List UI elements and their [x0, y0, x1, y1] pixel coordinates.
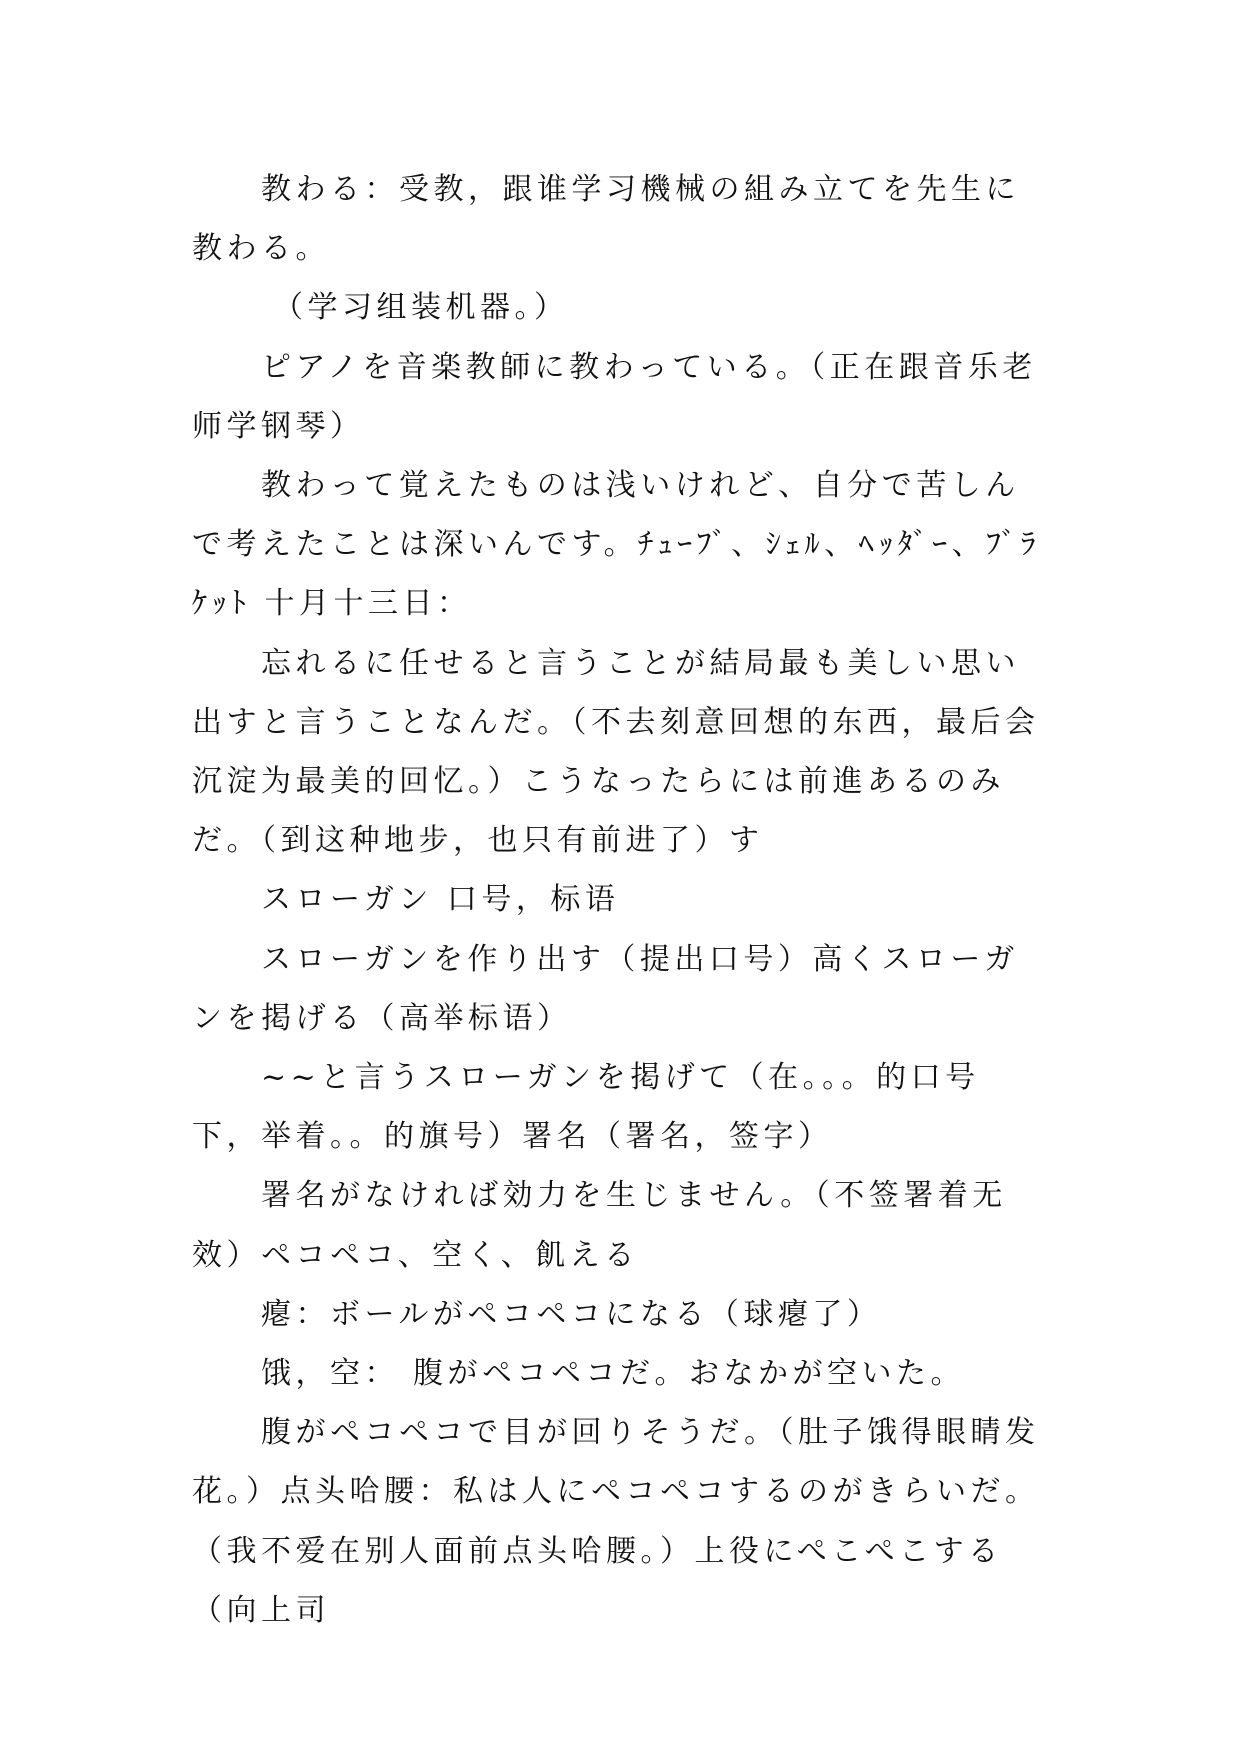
paragraph-2: （学习组装机器。） [273, 290, 569, 326]
paragraph-9: 署名がなければ効力を生じません。（不签署着无效）ペコペコ、空く、飢える [192, 1178, 1007, 1273]
paragraph-10: 瘪：ボールがペコペコになる（球瘪了） [261, 1296, 882, 1332]
paragraph-11: 饿，空： 腹がペコペコだ。おなかが空いた。 [261, 1356, 966, 1392]
paragraph-3: ピアノを音楽教師に教わっている。（正在跟音乐老师学钢琴） [192, 349, 1037, 444]
document-body [192, 160, 1047, 1640]
paragraph-4: 教わって覚えたものは浅いけれど、自分で苦しんで考えたことは深いんです。ﾁｭｰﾌﾞ、ｼｪﾙ、ﾍｯﾀﾞｰ、ﾌﾞﾗｹｯﾄ 十月十三日： [192, 468, 1041, 622]
paragraph-8: ~~と言うスローガンを掲げて（在。。。的口号下，举着。。的旗号）署名（署名，签字） [192, 1060, 980, 1155]
paragraph-7: スローガンを作り出す（提出口号）高くスローガンを掲げる（高举标语） [192, 941, 1019, 1036]
paragraph-12: 腹がペコペコで目が回りそうだ。（肚子饿得眼睛发花。）点头哈腰：私は人にペコペコするのがきらいだ。（我不爱在别人面前点头哈腰。）上役にぺこぺこする（向上司 [192, 1415, 1040, 1628]
paragraph-1: 教わる：受教，跟谁学习機械の組み立てを先生に教わる。 [192, 172, 1020, 267]
paragraph-5: 忘れるに任せると言うことが結局最も美しい思い出すと言うことなんだ。（不去刻意回想的东西，最后会沉淀为最美的回忆。）こうなったらには前進あるのみだ。（到这种地步，也只有前进了）す [192, 645, 1040, 859]
paragraph-6: スローガン 口号，标语 [261, 882, 620, 918]
